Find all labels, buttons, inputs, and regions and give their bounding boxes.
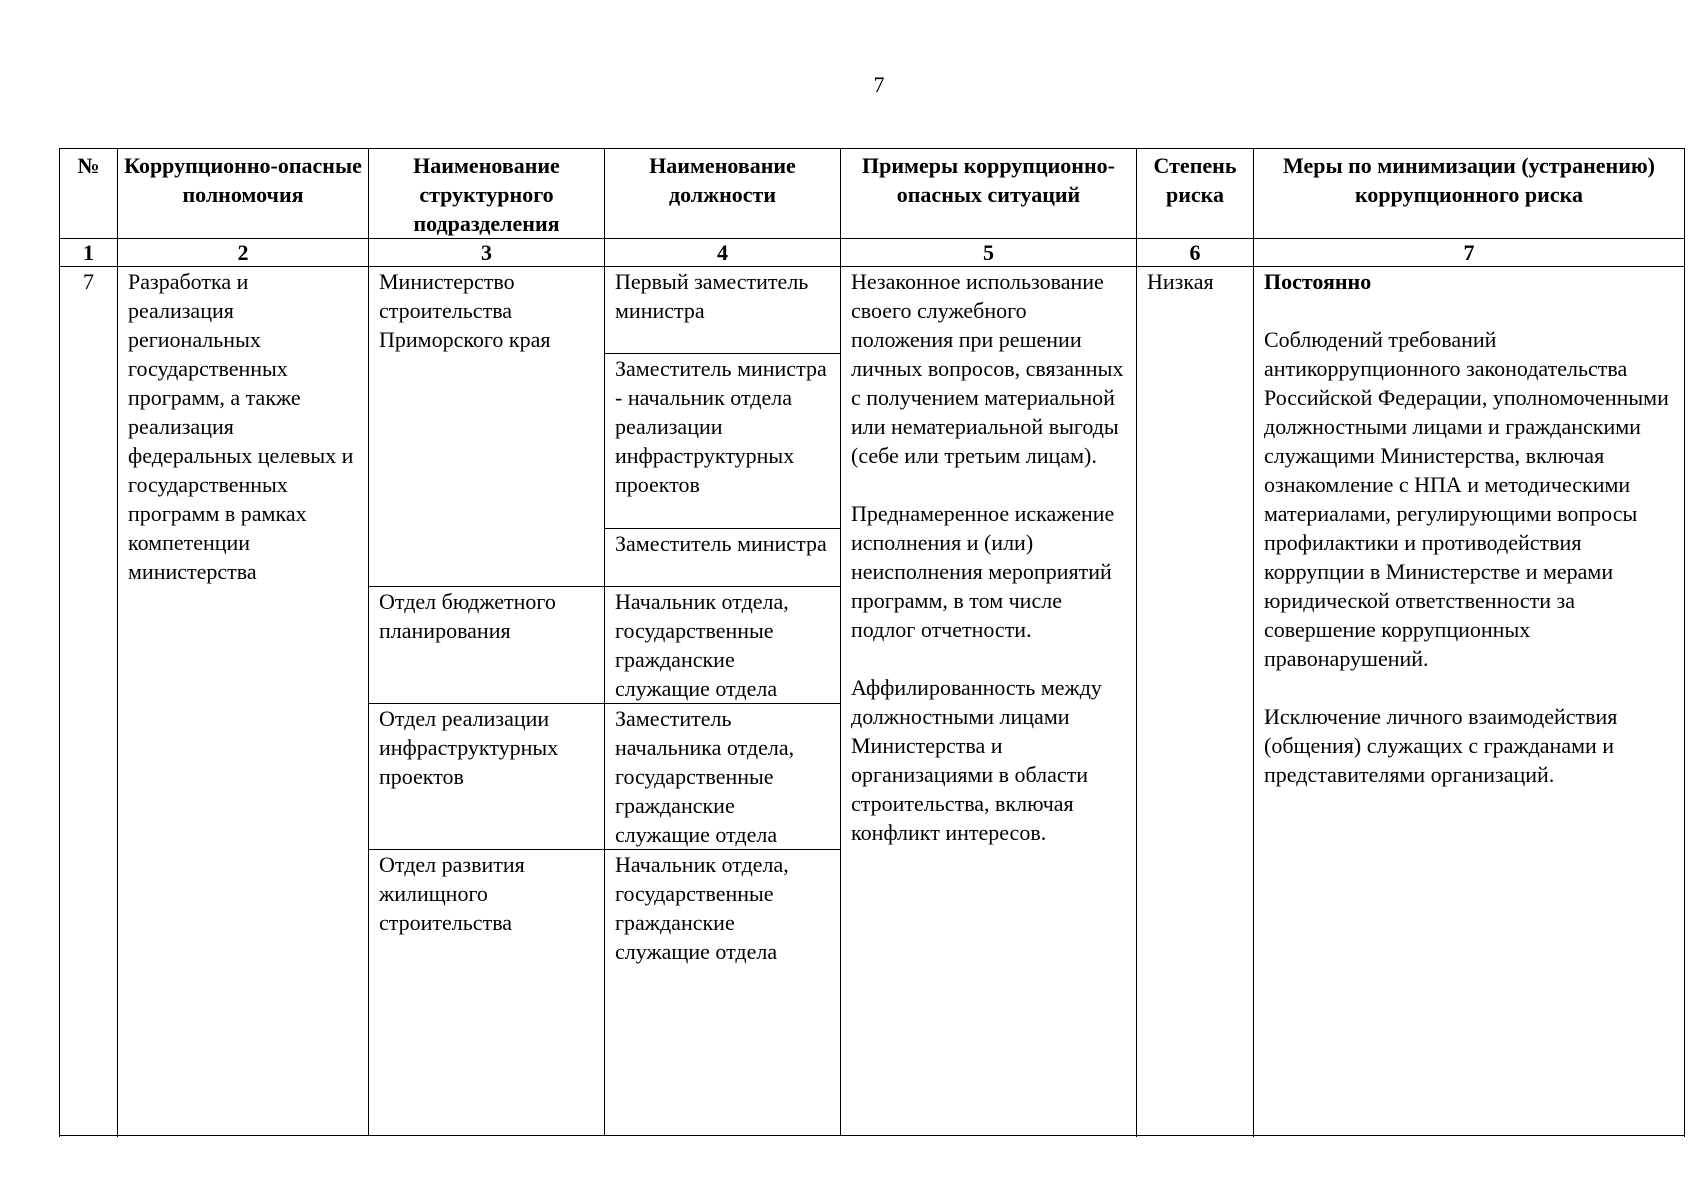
risk-level: Низкая <box>1137 267 1254 1136</box>
measures-cell <box>1254 267 1685 1136</box>
column-number: 7 <box>1254 239 1685 267</box>
column-number: 6 <box>1137 239 1254 267</box>
column-number: 2 <box>118 239 369 267</box>
position-budget-staff: Начальник отдела, государственные гражданские служащие отдела <box>605 587 841 704</box>
column-number: 4 <box>605 239 841 267</box>
department-infrastructure: Отдел реализации инфраструктурных проектов <box>369 704 605 850</box>
department-ministry: Министерство строительства Приморского края <box>369 267 605 587</box>
header-department: Наименование структурного подразделения <box>369 149 605 239</box>
page-number: 7 <box>873 72 885 97</box>
corruption-risk-table <box>59 148 1685 1136</box>
position-deputy-head: Заместитель министра - начальник отдела реализации инфраструктурных проектов <box>605 354 841 529</box>
header-situations: Примеры коррупционно-опасных ситуаций <box>841 149 1137 239</box>
position-deputy-minister: Заместитель министра <box>605 529 841 587</box>
header-risk-level: Степень риска <box>1137 149 1254 239</box>
header-authority: Коррупционно-опасные полномочия <box>118 149 369 239</box>
header-measures: Меры по минимизации (устранению) коррупционного риска <box>1254 149 1685 239</box>
position-infrastructure-staff: Заместитель начальника отдела, государственные гражданские служащие отдела <box>605 704 841 850</box>
column-number-row <box>60 239 1685 267</box>
measures-title: Постоянно <box>1264 269 1372 294</box>
measure-item: Соблюдений требований антикоррупционного законодательства Российской Федерации, уполномоченными должностными лицами и гражданскими служащими Министерства, включая ознакомление с НПА и методическими материалами, регулирующими вопросы профилактики и противодействия коррупции в Министерстве и мерами юридической ответственности за совершение коррупционных правонарушений. <box>1264 327 1669 671</box>
row-number: 7 <box>60 267 118 1136</box>
department-budget: Отдел бюджетного планирования <box>369 587 605 704</box>
measure-item: Исключение личного взаимодействия (общения) служащих с гражданами и представителями организаций. <box>1264 704 1618 787</box>
header-position: Наименование должности <box>605 149 841 239</box>
header-row <box>60 149 1685 239</box>
situations-cell <box>841 267 1137 1136</box>
position-first-deputy: Первый заместитель министра <box>605 267 841 354</box>
position-housing-staff: Начальник отдела, государственные гражданские служащие отдела <box>605 850 841 1136</box>
table-row <box>60 267 1685 354</box>
situation-item: Аффилированность между должностными лицами Министерства и организациями в области строительства, включая конфликт интересов. <box>851 675 1102 845</box>
department-housing: Отдел развития жилищного строительства <box>369 850 605 1136</box>
situation-item: Преднамеренное искажение исполнения и (или) неисполнения мероприятий программ, в том числе подлог отчетности. <box>851 501 1115 642</box>
authority-cell: Разработка и реализация региональных государственных программ, а также реализация федеральных целевых и государственных программ в рамках компетенции министерства <box>118 267 369 1136</box>
column-number: 3 <box>369 239 605 267</box>
header-number: № <box>60 149 118 239</box>
column-number: 5 <box>841 239 1137 267</box>
column-number: 1 <box>60 239 118 267</box>
situation-item: Незаконное использование своего служебного положения при решении личных вопросов, связанных с получением материальной или нематериальной выгоды (себе или третьим лицам). <box>851 269 1124 468</box>
